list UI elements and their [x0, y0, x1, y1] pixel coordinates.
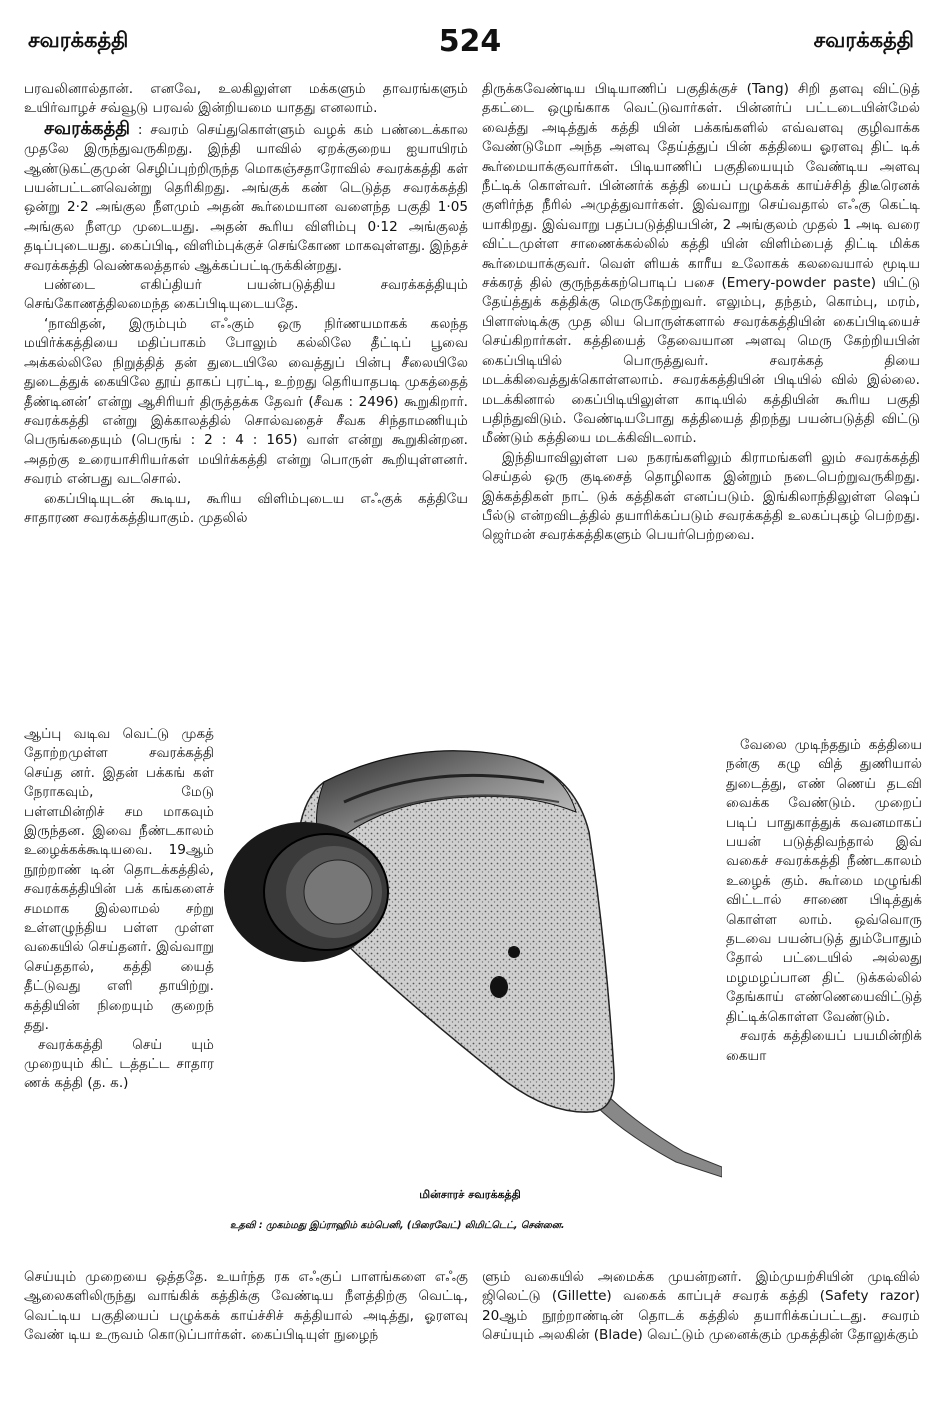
figure-caption: மின்சாரச் சவரக்கத்தி — [419, 1188, 521, 1201]
electric-razor-illustration — [214, 742, 722, 1182]
paragraph: திருக்கவேண்டிய பிடியாணிப் பகுதிக்குச் (Tang) சிறி தளவு விட்டுத் தகட்டை ஒழுங்காக வெட்டுவார்கள். பின்னர்ப் பட்டடையின்மேல் வைத்து அடித்துக் கத்தி யின் பக்கங்களில் எவ்வளவு குழிவாக்க வேண்டுமோ அந்த அளவு தேய்த்துப் பின் கத்தியை ஓரளவு திட் டிக் கூர்மையாக்குவார்கள். பிடியாணிப் பகுதியையும் வேண்டிய அளவு நீட்டிக் கொள்வர். பின்னர்க் கத்தி யைப் பழுக்கக் காய்ச்சித் திடீரெனக் குளிர்ந்த நீரில் அமுத்துவார்கள். இவ்வாறு செய்வதால் எஃகு கெட்டி யாகிறது. இவ்வாறு பதப்படுத்தியபின், 2 அங்குலம் முதல் 1 அடி வரை விட்டமுள்ள சாணைக்கல்லில் கத்தி யின் விளிம்பைத் திட்டி மிக்க கூர்மையாக்குவர். வெள் ளியக் காரீய உலோகக் கலவையால் மூடிய சக்கரத் தில் குருந்தக்கற்பொடிப் பசை (Emery-powder paste) யிட்டு தேய்த்துக் கத்திக்கு மெருகேற்றுவர். எலும்பு, தந்தம், கொம்பு, மரம், பிளாஸ்டிக்கு முத லிய பொருள்களால் சவரக்கத்தியின் கைப்பிடியைச் செய்கிறார்கள். கத்தியைத் தேவையான அளவு மெரு கேற்றியபின் கைப்பிடியில் பொருத்துவர். சவரக்கத் தியை மடக்கிவைத்துக்கொள்ளலாம். சவரக்கத்தியின் பிடியில் வில் இல்லை. மடக்கினால் கைப்பிடியிலுள்ள காடியில் கத்தியின் கூரிய பகுதி பதிந்துவிடும். வேண்டியபோது கத்தியைத் திறந்து பயன்படுத்தி விட்டு மீண்டும் கத்தியை மடக்கிவிடலாம். — [482, 81, 920, 447]
paragraph: பண்டை எகிப்தியர் பயன்படுத்திய சவரக்கத்தியும் செங்கோணத்திலமைந்த கைப்பிடியுடையதே. — [24, 277, 468, 313]
paragraph: சவரக்கத்தி செய் யும் முறையும் கிட் டத்தட்ட சாதார ணக் கத்தி (த. க.) — [24, 1036, 214, 1092]
entry-term: சவரக்கத்தி — [44, 117, 130, 139]
paragraph: இந்தியாவிலுள்ள பல நகரங்களிலும் கிராமங்களி லும் சவரக்கத்தி செய்தல் ஒரு குடிசைத் தொழிலாக இன்றும் நடைபெற்றுவருகிறது. இக்கத்திகள் நாட் டுக் கத்திகள் எனப்படும். இங்கிலாந்திலுள்ள ஷெப் பீல்டு என்றவிடத்தில் தயாரிக்கப்படும் சவரக்கத்தி உலகப்புகழ் பெற்றது. ஜெர்மன் சவரக்கத்திகளும் பெயர்பெற்றவை. — [482, 449, 920, 544]
quote-paragraph: ‘நாவிதன், இரும்பும் எஃகும் ஒரு நிர்ணயமாகக் கலந்த மயிர்க்கத்தியை மதிப்பாகம் போலும் கல்லிலே தீட்டிப் பூவை அக்கல்லிலே நிறுத்தித் தன் துடையிலே வைத்துப் பின்பு சீலையிலே துடைத்துக் கையிலே தூய் தாகப் புரட்டி, உற்றது தெரியாதபடி முகத்தைத் தீண்டினன்’ என்று ஆசிரியர் திருத்தக்க தேவர் (சீவக : 2496) கூறுகிறார். சவரக்கத்தி என்று இக்காலத்தில் சொல்வதைச் சீவக சிந்தாமணியும் பெருங்கதையும் (பெருங் : 2 : 4 : 165) வாள் என்று கூறுகின்றன. அதற்கு உரையாசிரியர்கள் மயிர்க்கத்தி என்று பொருள் கூறியுள்ளனர். சவரம் என்பது வடசொல். — [24, 315, 468, 488]
narrow-left-column — [24, 725, 214, 1094]
paragraph: பரவலினால்தான். எனவே, உலகிலுள்ள மக்களும் தாவரங்களும் உயிர்வாழச் சவ்வூடு பரவல் இன்றியமை யாதது எனலாம். — [24, 81, 468, 117]
running-head-right: சவரக்கத்தி — [813, 28, 914, 52]
page-number: 524 — [438, 24, 502, 59]
bottom-left-text: செய்யும் முறையை ஒத்ததே. உயர்ந்த ரக எஃகுப் பாளங்களை எஃகு ஆலைகளிலிருந்து வாங்கிக் கத்திக்கு வேண்டிய நீளத்திற்கு வெட்டி, வெட்டிய பகுதியைப் பழுக்கக் காய்ச்சிச் சுத்தியால் அடித்து, ஓரளவு வேண் டிய உருவம் கொடுப்பார்கள். கைப்பிடியுள் நுழைந் — [24, 1269, 468, 1344]
paragraph: ஆப்பு வடிவ வெட்டு முகத் தோற்றமுள்ள சவரக்கத்தி செய்த னர். இதன் பக்கங் கள் நேராகவும், மேடு பள்ளமின்றிச் சம மாகவும் இருந்தன. இவை நீண்டகாலம் உழைக்கக்கூடியவை. 19ஆம் நூற்றாண் டின் தொடக்கத்தில், சவரக்கத்தியின் பக் கங்களைச் சமமாக இல்லாமல் சற்று உள்ளழுந்திய பள்ள முள்ள வகையில் செய்தனர். இவ்வாறு செய்ததால், கத்தி யைத் தீட்டுவது எளி தாயிற்று. கத்தியின் நிறையும் குறைந் தது. — [24, 726, 214, 1034]
paragraph: வேலை முடிந்ததும் கத்தியை நன்கு கழு வித் துணியால் துடைத்து, எண் ணெய் தடவி வைக்க வேண்டும். முறைப் படிப் பாதுகாத்துக் கவனமாகப் பயன் படுத்திவந்தால் இவ் வகைச் சவரக்கத்தி நீண்டகாலம் உழைக் கும். கூர்மை மழுங்கி விட்டால் சாணை பிடித்துக் கொள்ள லாம். ஒவ்வொரு தடவை பயன்படுத் தும்போதும் தோல் பட்டையில் அல்லது மழமழப்பான திட் டுக்கல்லில் தேங்காய் எண்ணெயைவிட்டுத் திட்டிக்கொள்ள வேண்டும். — [726, 737, 922, 1025]
paragraph: கைப்பிடியுடன் கூடிய, கூரிய விளிம்புடைய எஃகுக் கத்தியே சாதாரண சவரக்கத்தியாகும். முதலில் — [24, 490, 468, 526]
right-column — [482, 80, 920, 546]
left-column — [24, 80, 468, 528]
bottom-right-text: ளும் வகையில் அமைக்க முயன்றனர். இம்முயற்சியின் முடிவில் ஜிலெட்டு (Gillette) வகைக் காப்புச் சவரக் கத்தி (Safety razor) 20ஆம் நூற்றாண்டின் தொடக் கத்தில் தயாரிக்கப்பட்டது. சவரம் செய்யும் அலகின் (Blade) வெட்டும் முனைக்கும் முகத்தின் தோலுக்கும் — [482, 1269, 920, 1344]
figure-credit: உதவி : முகம்மது இப்ராஹிம் கம்பெனி, (பிரைவேட்) லிமிட்டெட், சென்னை. — [230, 1220, 565, 1231]
entry-text: : சவரம் செய்துகொள்ளும் வழக் கம் பண்டைக்கால முதலே இருந்துவருகிறது. இந்தி யாவில் ஏறக்குறைய ஐயாயிரம் ஆண்டுகட்குமுன் செழிப்புற்றிருந்த மொகஞ்சதாரோவில் சவரக்கத்தி கள் பயன்பட்டனவென்று தெரிகிறது. அங்குக் கண் டெடுத்த சவரக்கத்தி ஒன்று 2·2 அங்குல நீளமும் அதன் கூர்மையான வளைந்த பகுதி 1·05 அங்குல நீளமு முடையது. அதன் கூரிய விளிம்பு 0·12 அங்குலத் தடிப்புடையது. கைப்பிடி, விளிம்புக்குச் செங்கோண மாகவுள்ளது. இந்தச் சவரக்கத்தி வெண்கலத்தால் ஆக்கப்பட்டிருக்கின்றது. — [24, 121, 468, 274]
running-head-left: சவரக்கத்தி — [28, 28, 129, 52]
paragraph: சவரக் கத்தியைப் பயமின்றிக் கையா — [726, 1028, 922, 1064]
entry-paragraph — [24, 119, 468, 276]
narrow-right-column — [726, 736, 922, 1066]
